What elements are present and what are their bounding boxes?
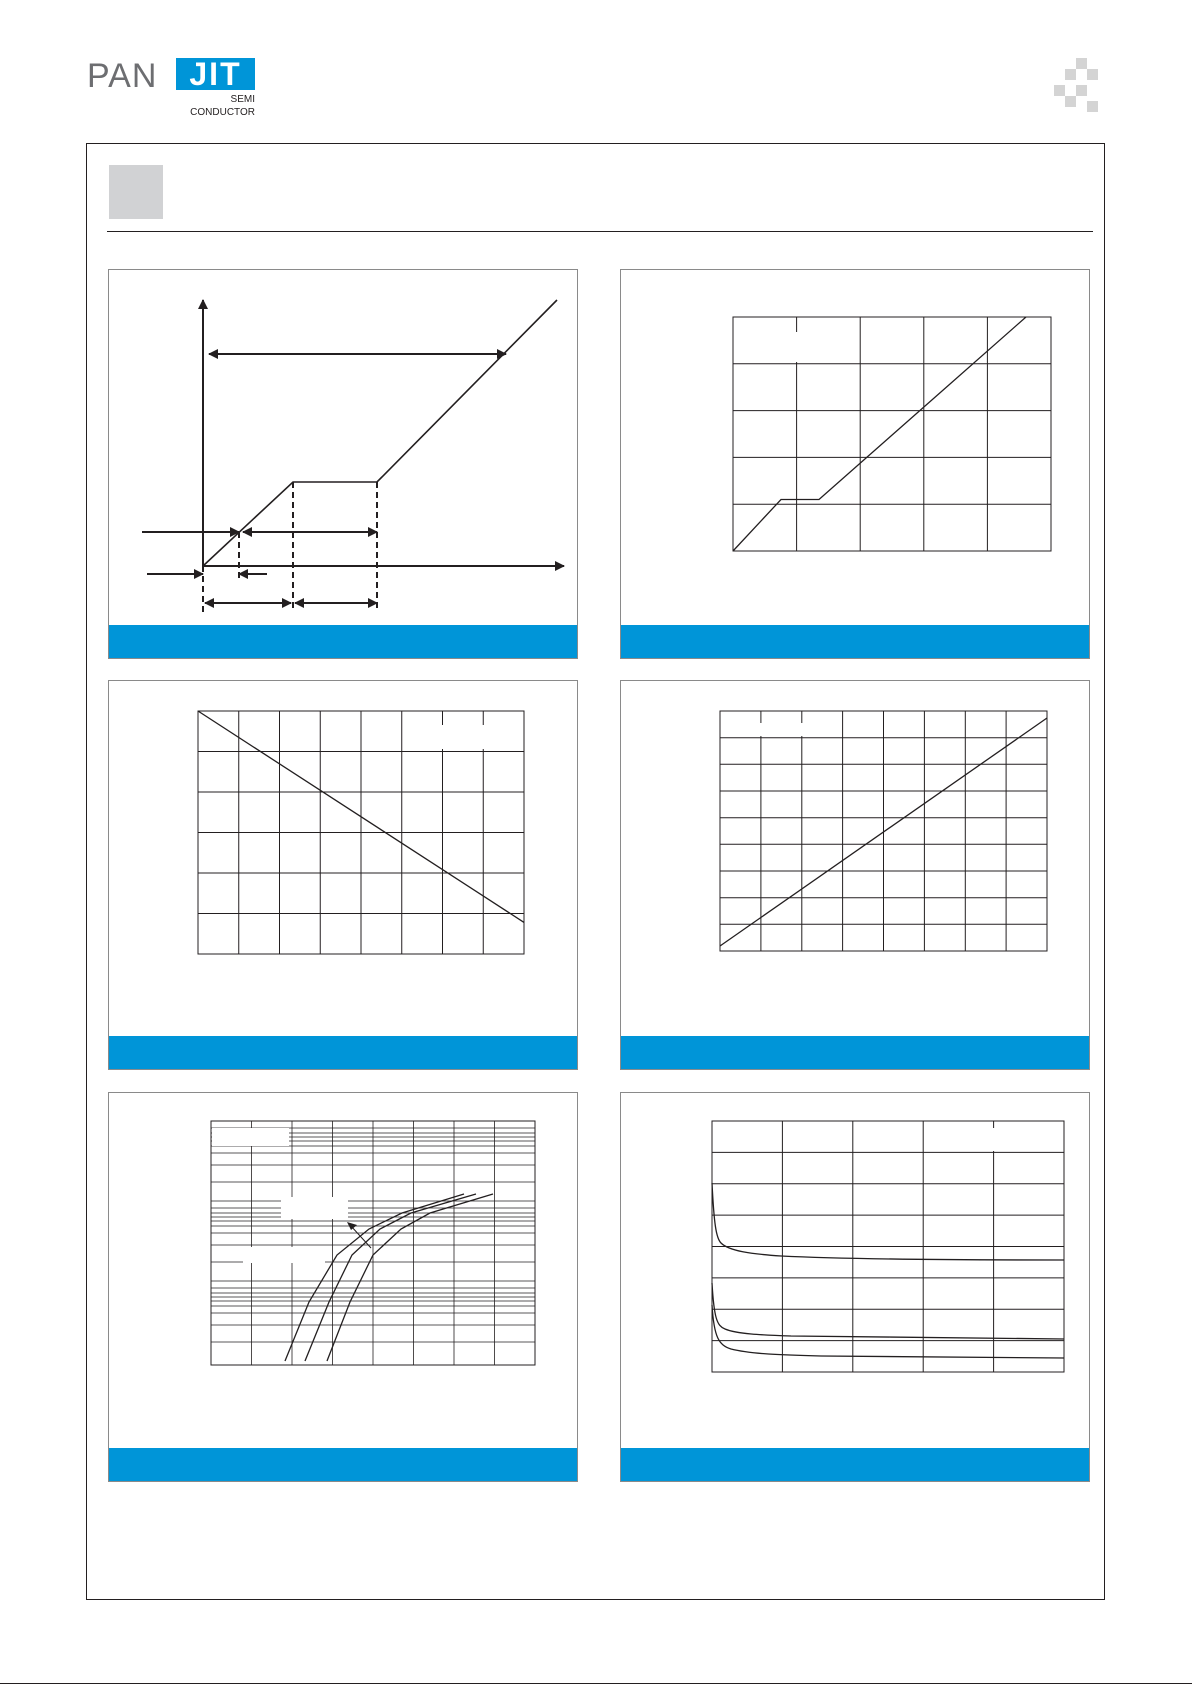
figure-caption-6 — [621, 1448, 1089, 1481]
chart-6 — [621, 1093, 1091, 1450]
chart-3 — [109, 681, 579, 1038]
characteristic-diagram — [109, 270, 579, 627]
figure-caption-4 — [621, 1036, 1089, 1069]
legend-mask — [974, 1128, 1062, 1151]
figure-caption-5 — [109, 1448, 577, 1481]
figure-caption-1 — [109, 625, 577, 658]
figure-panel-3 — [108, 680, 578, 1070]
figure-panel-5 — [108, 1092, 578, 1482]
logo-sub-conductor: CONDUCTOR — [190, 107, 255, 118]
chart-2 — [621, 270, 1091, 627]
logo-text-pan: PAN — [87, 57, 158, 95]
curve-c — [327, 1194, 493, 1361]
label-masks — [212, 1128, 348, 1263]
curve-lower — [712, 1305, 1064, 1358]
footer-rule — [0, 1683, 1192, 1684]
figure-panel-6 — [620, 1092, 1090, 1482]
curve-upper — [712, 1183, 1064, 1260]
legend-mask — [721, 723, 825, 736]
legend-mask — [429, 725, 523, 749]
curves — [285, 1194, 493, 1361]
characteristic-line — [203, 300, 557, 566]
logo-text-jit: JIT — [176, 58, 255, 90]
title-divider — [107, 231, 1093, 232]
grid — [720, 711, 1047, 951]
curve-middle — [712, 1283, 1064, 1339]
chart-4 — [621, 681, 1091, 1038]
logo-sub-semi: SEMI — [230, 94, 255, 105]
curves — [712, 1183, 1064, 1358]
curve-a — [285, 1194, 464, 1361]
brand-logo — [87, 58, 257, 126]
legend-mask — [734, 332, 834, 362]
chart-5 — [109, 1093, 579, 1450]
figure-panel-1 — [108, 269, 578, 659]
figure-caption-2 — [621, 625, 1089, 658]
figure-panel-4 — [620, 680, 1090, 1070]
checker-decoration-icon — [1054, 58, 1104, 112]
figure-panel-2 — [620, 269, 1090, 659]
grid-vertical — [252, 1121, 495, 1365]
section-marker — [109, 165, 163, 219]
figure-caption-3 — [109, 1036, 577, 1069]
